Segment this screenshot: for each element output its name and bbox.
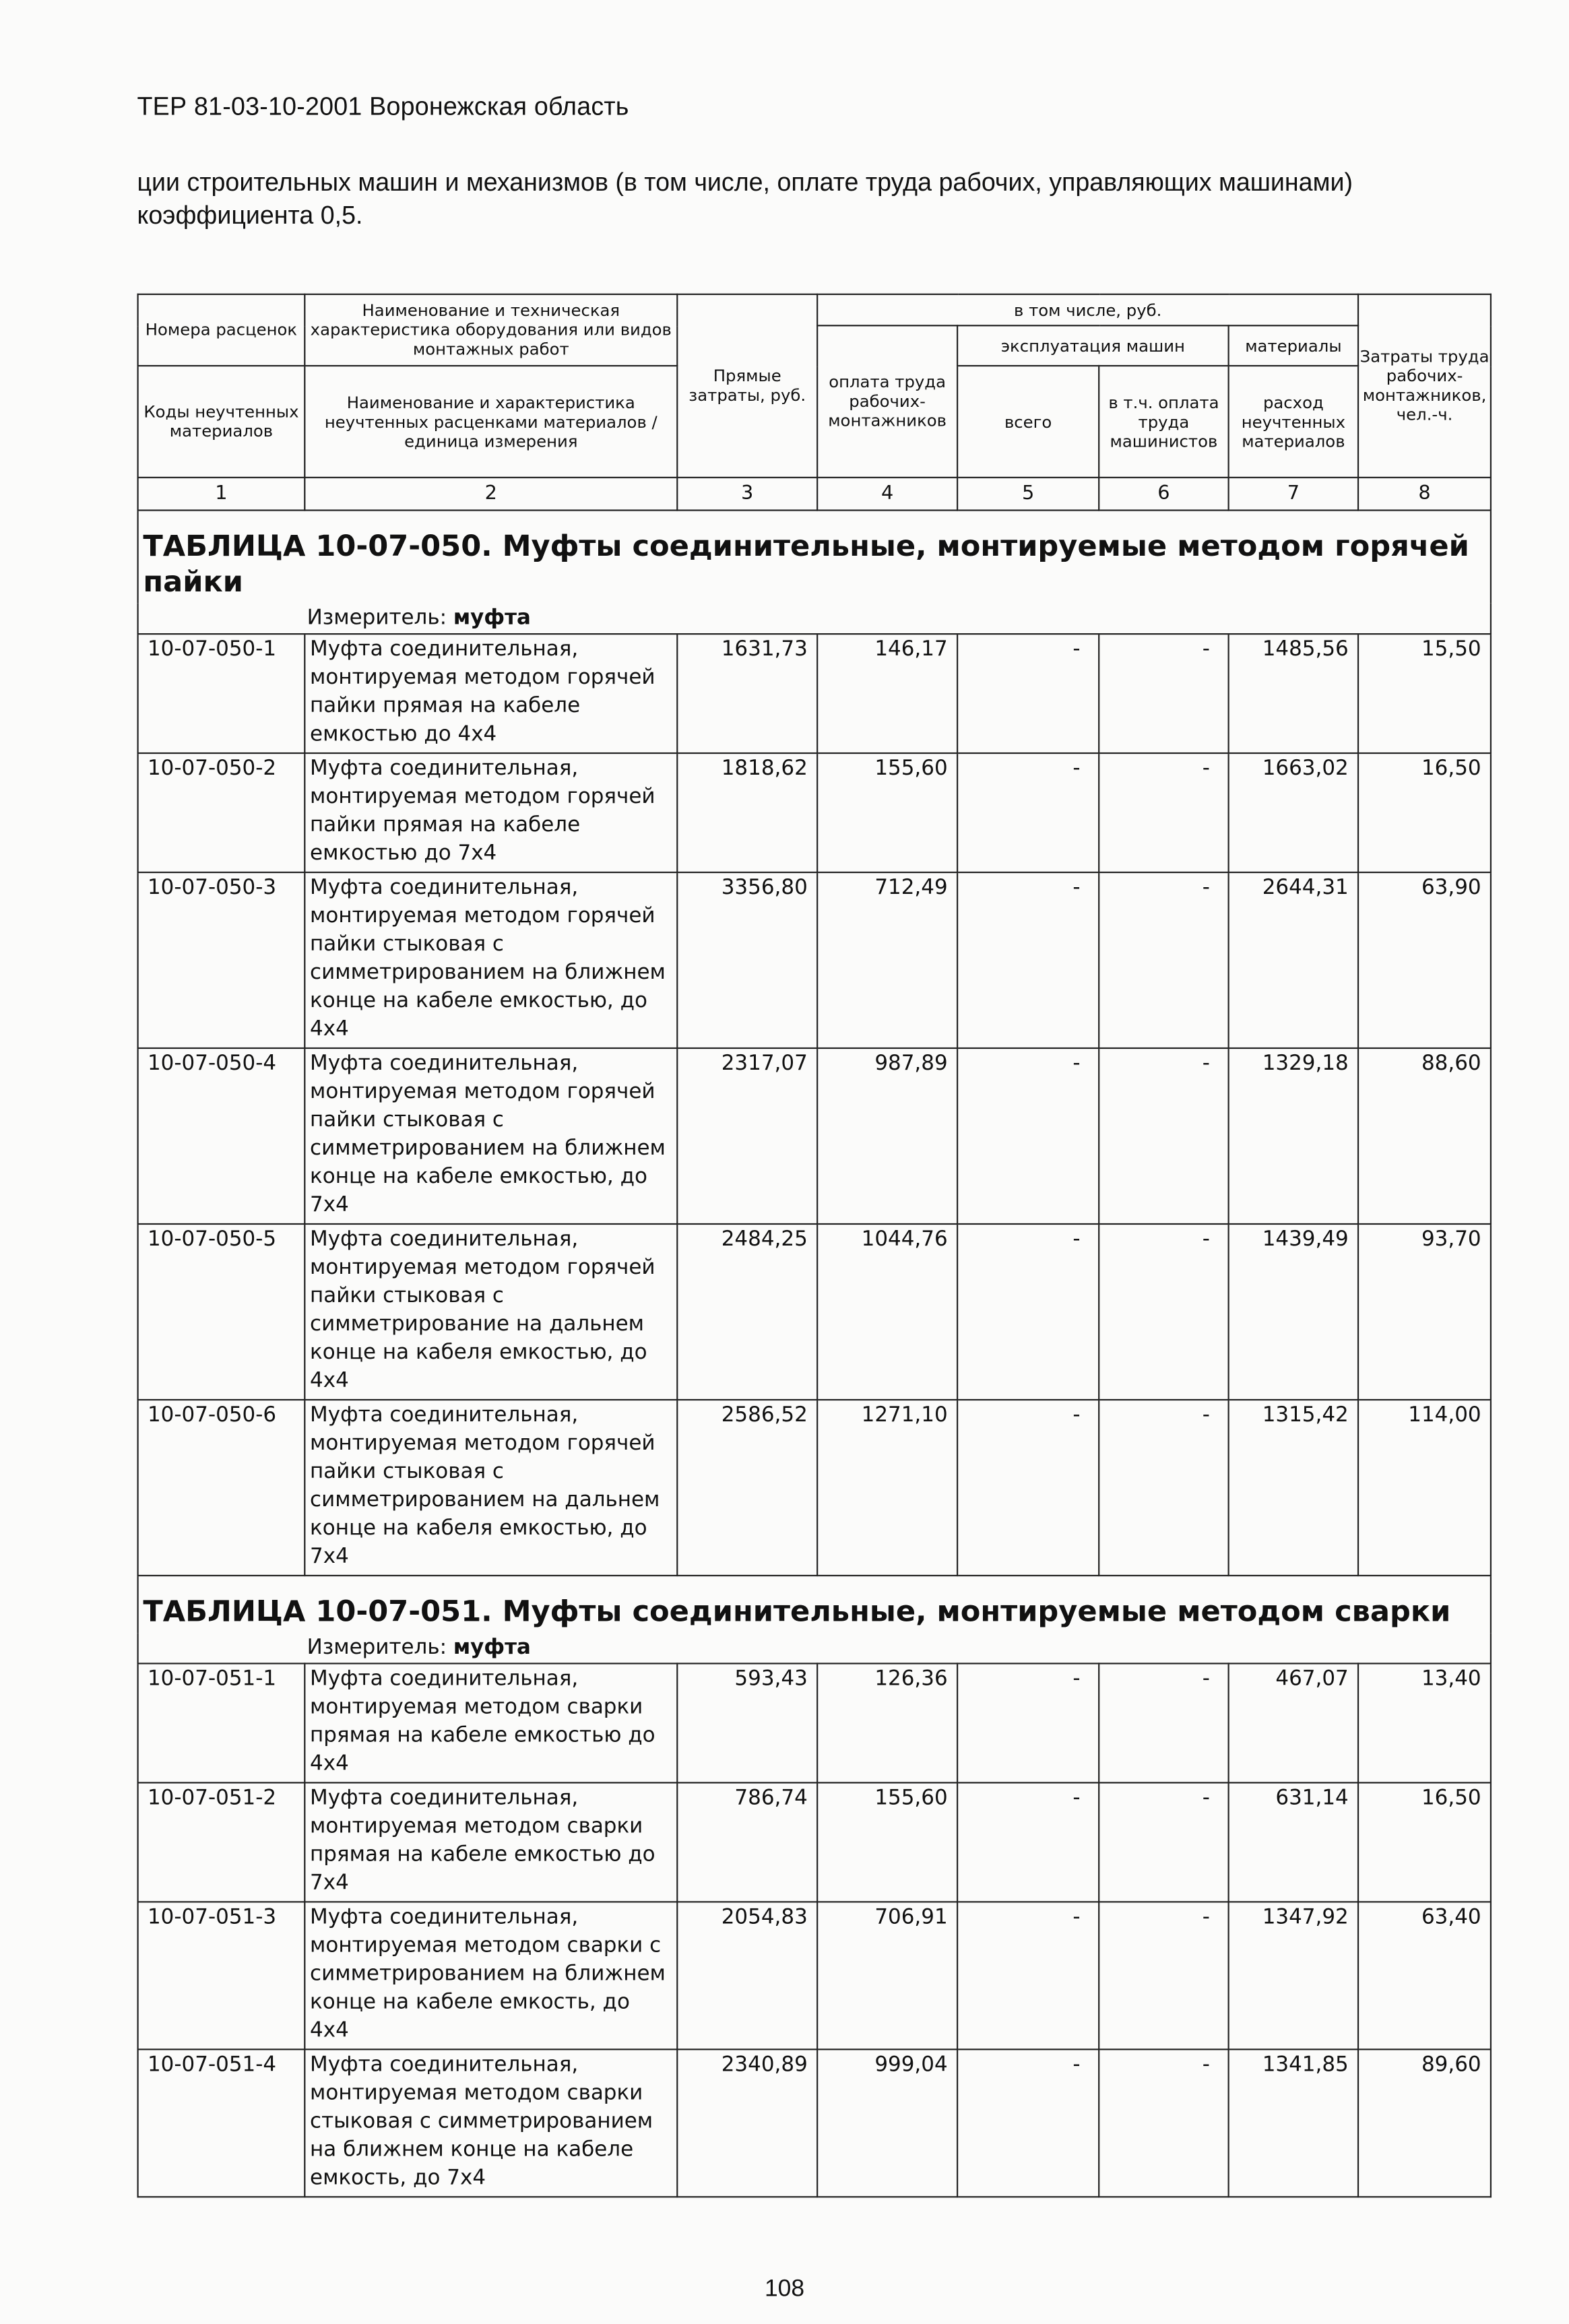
materials-cost: 1329,18 <box>1229 1048 1359 1224</box>
machinist-wages: - <box>1099 1048 1228 1224</box>
rate-code: 10-07-050-6 <box>138 1400 305 1576</box>
header-unaccounted-material-codes: Коды неучтенных материалов <box>138 366 305 478</box>
worker-wages: 712,49 <box>817 872 957 1048</box>
direct-costs: 2054,83 <box>677 1902 817 2049</box>
table-row <box>138 1663 1491 1782</box>
worker-wages: 999,04 <box>817 2049 957 2197</box>
direct-costs: 2484,25 <box>677 1224 817 1400</box>
column-number: 8 <box>1358 478 1491 511</box>
unit-of-measure-label: Измеритель: <box>307 1636 447 1660</box>
direct-costs: 1818,62 <box>677 753 817 872</box>
machines-total: - <box>957 1782 1099 1902</box>
work-description: Муфта соединительная, монтируемая методом горячей пайки стыковая с симметрирование на дальнем конце на кабеля емкостью, до 4х4 <box>305 1224 677 1400</box>
labor-costs: 16,50 <box>1358 753 1491 872</box>
header-direct-costs: Прямые затраты, руб. <box>677 294 817 478</box>
header-worker-wages: оплата труда рабочих-монтажников <box>817 325 957 478</box>
unit-of-measure-value: муфта <box>453 1636 531 1660</box>
section-title: ТАБЛИЦА 10-07-050. Муфты соединительные, монтируемые методом горячей пайки <box>138 511 1491 604</box>
worker-wages: 1271,10 <box>817 1400 957 1576</box>
rate-code: 10-07-051-2 <box>138 1782 305 1902</box>
direct-costs: 2586,52 <box>677 1400 817 1576</box>
table-header-row-1 <box>138 294 1491 325</box>
column-number: 3 <box>677 478 817 511</box>
materials-cost: 467,07 <box>1229 1663 1359 1782</box>
machinist-wages: - <box>1099 1902 1228 2049</box>
header-machines-total: всего <box>957 366 1099 478</box>
machinist-wages: - <box>1099 634 1228 753</box>
column-number: 5 <box>957 478 1099 511</box>
machines-total: - <box>957 1400 1099 1576</box>
materials-cost: 1315,42 <box>1229 1400 1359 1576</box>
column-number: 1 <box>138 478 305 511</box>
header-rate-numbers: Номера расценок <box>138 294 305 366</box>
machinist-wages: - <box>1099 872 1228 1048</box>
labor-costs: 93,70 <box>1358 1224 1491 1400</box>
table-row <box>138 634 1491 753</box>
machinist-wages: - <box>1099 1400 1228 1576</box>
intro-paragraph: ции строительных машин и механизмов (в том числе, оплате труда рабочих, управляющих машинами) коэффициента 0,5. <box>137 168 1353 230</box>
direct-costs: 593,43 <box>677 1663 817 1782</box>
rate-code: 10-07-050-4 <box>138 1048 305 1224</box>
worker-wages: 155,60 <box>817 1782 957 1902</box>
labor-costs: 15,50 <box>1358 634 1491 753</box>
machinist-wages: - <box>1099 753 1228 872</box>
worker-wages: 126,36 <box>817 1663 957 1782</box>
unit-of-measure <box>138 604 1491 634</box>
unit-of-measure-row <box>138 1633 1491 1663</box>
labor-costs: 114,00 <box>1358 1400 1491 1576</box>
table-row <box>138 872 1491 1048</box>
machinist-wages: - <box>1099 1782 1228 1902</box>
direct-costs: 1631,73 <box>677 634 817 753</box>
rate-code: 10-07-050-1 <box>138 634 305 753</box>
rate-code: 10-07-050-5 <box>138 1224 305 1400</box>
materials-cost: 631,14 <box>1229 1782 1359 1902</box>
rate-code: 10-07-050-2 <box>138 753 305 872</box>
work-description: Муфта соединительная, монтируемая методом горячей пайки стыковая с симметрированием на дальнем конце на кабеля емкостью, до 7х4 <box>305 1400 677 1576</box>
document-header: ТЕР 81-03-10-2001 Воронежская область <box>137 92 629 121</box>
worker-wages: 987,89 <box>817 1048 957 1224</box>
labor-costs: 16,50 <box>1358 1782 1491 1902</box>
materials-cost: 1347,92 <box>1229 1902 1359 2049</box>
section-title-row <box>138 1576 1491 1633</box>
header-materials: материалы <box>1229 325 1359 366</box>
rate-code: 10-07-051-4 <box>138 2049 305 2197</box>
labor-costs: 13,40 <box>1358 1663 1491 1782</box>
table-row <box>138 1048 1491 1224</box>
machines-total: - <box>957 2049 1099 2197</box>
worker-wages: 1044,76 <box>817 1224 957 1400</box>
unit-of-measure <box>138 1633 1491 1663</box>
section-title-row <box>138 511 1491 604</box>
materials-cost: 1663,02 <box>1229 753 1359 872</box>
table-row <box>138 1224 1491 1400</box>
labor-costs: 63,90 <box>1358 872 1491 1048</box>
work-description: Муфта соединительная, монтируемая методом горячей пайки стыковая с симметрированием на ближнем конце на кабеле емкостью, до 4х4 <box>305 872 677 1048</box>
unit-of-measure-label: Измеритель: <box>307 606 447 631</box>
machines-total: - <box>957 1224 1099 1400</box>
worker-wages: 146,17 <box>817 634 957 753</box>
table-row <box>138 2049 1491 2197</box>
header-unaccounted-materials: расход неучтенных материалов <box>1229 366 1359 478</box>
machines-total: - <box>957 1902 1099 2049</box>
header-work-description: Наименование и техническая характеристика оборудования или видов монтажных работ <box>305 294 677 366</box>
machinist-wages: - <box>1099 1224 1228 1400</box>
materials-cost: 1341,85 <box>1229 2049 1359 2197</box>
work-description: Муфта соединительная, монтируемая методом сварки прямая на кабеле емкостью до 7х4 <box>305 1782 677 1902</box>
column-number: 7 <box>1229 478 1359 511</box>
labor-costs: 88,60 <box>1358 1048 1491 1224</box>
rate-code: 10-07-050-3 <box>138 872 305 1048</box>
direct-costs: 2317,07 <box>677 1048 817 1224</box>
column-numbers-row <box>138 478 1491 511</box>
work-description: Муфта соединительная, монтируемая методом сварки прямая на кабеле емкостью до 4х4 <box>305 1663 677 1782</box>
rate-code: 10-07-051-3 <box>138 1902 305 2049</box>
work-description: Муфта соединительная, монтируемая методом горячей пайки прямая на кабеле емкостью до 4х4 <box>305 634 677 753</box>
work-description: Муфта соединительная, монтируемая методом сварки с симметрированием на ближнем конце на кабеле емкость, до 4х4 <box>305 1902 677 2049</box>
header-labor-costs: Затраты труда рабочих-монтажников, чел.-ч. <box>1358 294 1491 478</box>
table-row <box>138 753 1491 872</box>
worker-wages: 155,60 <box>817 753 957 872</box>
materials-cost: 1439,49 <box>1229 1224 1359 1400</box>
worker-wages: 706,91 <box>817 1902 957 2049</box>
machines-total: - <box>957 872 1099 1048</box>
machines-total: - <box>957 1663 1099 1782</box>
work-description: Муфта соединительная, монтируемая методом сварки стыковая с симметрированием на ближнем конце на кабеле емкость, до 7х4 <box>305 2049 677 2197</box>
machines-total: - <box>957 1048 1099 1224</box>
rate-code: 10-07-051-1 <box>138 1663 305 1782</box>
header-unaccounted-material-description: Наименование и характеристика неучтенных расценками материалов / единица измерения <box>305 366 677 478</box>
rates-table <box>137 294 1492 2198</box>
machines-total: - <box>957 634 1099 753</box>
machinist-wages: - <box>1099 1663 1228 1782</box>
table-row <box>138 1400 1491 1576</box>
materials-cost: 2644,31 <box>1229 872 1359 1048</box>
machinist-wages: - <box>1099 2049 1228 2197</box>
table-row <box>138 1902 1491 2049</box>
direct-costs: 3356,80 <box>677 872 817 1048</box>
direct-costs: 2340,89 <box>677 2049 817 2197</box>
work-description: Муфта соединительная, монтируемая методом горячей пайки стыковая с симметрированием на ближнем конце на кабеле емкостью, до 7х4 <box>305 1048 677 1224</box>
header-machinist-wages: в т.ч. оплата труда машинистов <box>1099 366 1228 478</box>
section-title: ТАБЛИЦА 10-07-051. Муфты соединительные, монтируемые методом сварки <box>138 1576 1491 1633</box>
column-number: 4 <box>817 478 957 511</box>
column-number: 6 <box>1099 478 1228 511</box>
header-including-group: в том числе, руб. <box>817 294 1358 325</box>
header-machine-operation: эксплуатация машин <box>957 325 1229 366</box>
unit-of-measure-row <box>138 604 1491 634</box>
materials-cost: 1485,56 <box>1229 634 1359 753</box>
labor-costs: 63,40 <box>1358 1902 1491 2049</box>
column-number: 2 <box>305 478 677 511</box>
direct-costs: 786,74 <box>677 1782 817 1902</box>
unit-of-measure-value: муфта <box>453 606 531 631</box>
page-number: 108 <box>764 2276 805 2302</box>
table-row <box>138 1782 1491 1902</box>
labor-costs: 89,60 <box>1358 2049 1491 2197</box>
machines-total: - <box>957 753 1099 872</box>
work-description: Муфта соединительная, монтируемая методом горячей пайки прямая на кабеле емкостью до 7х4 <box>305 753 677 872</box>
